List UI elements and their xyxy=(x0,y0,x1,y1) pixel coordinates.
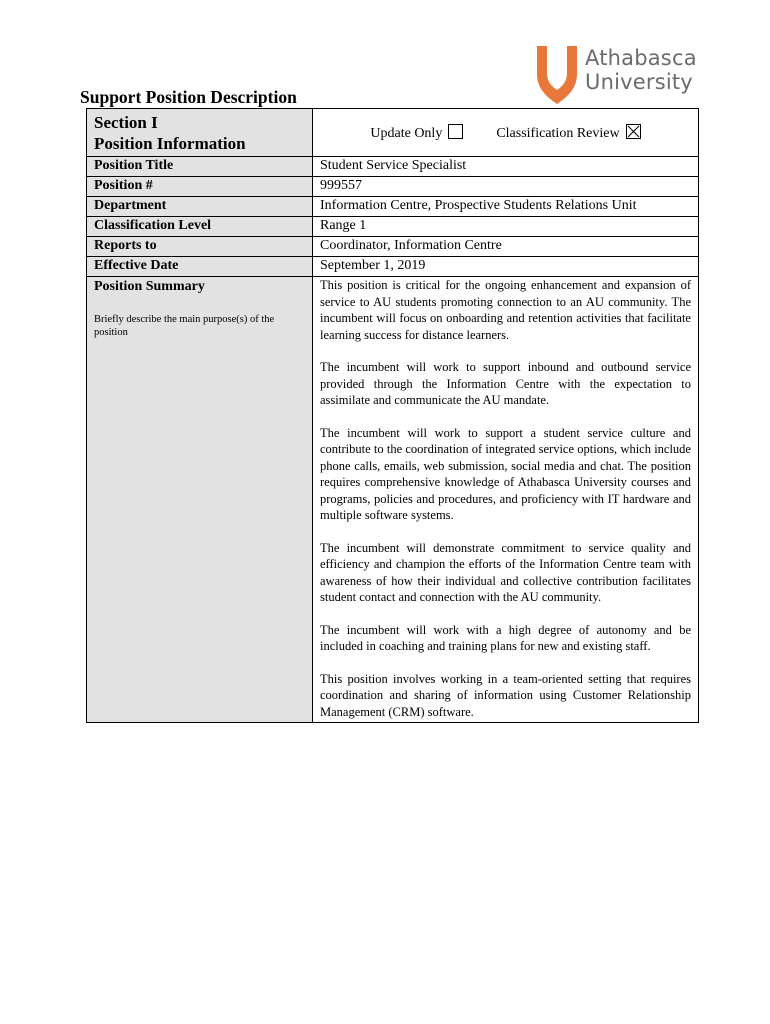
field-value: September 1, 2019 xyxy=(313,257,699,277)
logo-line-2: University xyxy=(585,70,693,94)
logo-wordmark xyxy=(585,46,697,94)
athabasca-university-logo xyxy=(535,44,705,108)
field-row-department xyxy=(87,197,699,217)
classification-review-checkbox[interactable] xyxy=(626,124,641,139)
review-type-options xyxy=(313,109,699,157)
checkbox-x-mark-icon xyxy=(627,125,640,138)
summary-paragraph: The incumbent will work with a high degree of autonomy and be included in coaching and training plans for new and existing staff. xyxy=(320,622,691,653)
field-value: 999557 xyxy=(313,177,699,197)
summary-paragraph: The incumbent will work to support a student service culture and contribute to the coordination of integrated service options, which include phone calls, emails, web submission, social media and chat. The position requires comprehensive knowledge of Athabasca University courses and programs, policies and procedures, and proficiency with IT hardware and multiple software systems. xyxy=(320,425,691,522)
update-only-checkbox[interactable] xyxy=(448,124,463,139)
field-row-effective-date xyxy=(87,257,699,277)
position-info-table xyxy=(86,108,699,723)
field-label: Position Title xyxy=(87,157,313,177)
field-value: Coordinator, Information Centre xyxy=(313,237,699,257)
document-title: Support Position Description xyxy=(80,87,297,107)
field-value: Information Centre, Prospective Students Relations Unit xyxy=(313,197,699,217)
update-only-label: Update Only xyxy=(370,125,443,141)
shield-logo-icon xyxy=(535,44,579,106)
field-label: Effective Date xyxy=(87,257,313,277)
section-header-row xyxy=(87,109,699,157)
field-label: Classification Level xyxy=(87,217,313,237)
position-summary-row xyxy=(87,277,699,723)
section-name: Position Information xyxy=(94,134,246,153)
summary-paragraph: The incumbent will work to support inbound and outbound service provided through the Information Centre with the expectation to assimilate and communicate the AU mandate. xyxy=(320,360,691,407)
field-row-classification-level xyxy=(87,217,699,237)
position-summary-label: Position Summary xyxy=(94,279,205,294)
field-row-position-title xyxy=(87,157,699,177)
field-label: Position # xyxy=(87,177,313,197)
summary-paragraph: The incumbent will demonstrate commitment to service quality and efficiency and champion the efforts of the Information Centre team with awareness of how their individual and collective contribution facilitates student contact and connection with the AU community. xyxy=(320,540,691,604)
summary-paragraph: This position is critical for the ongoing enhancement and expansion of service to AU students promoting connection to an AU community. The incumbent will focus on onboarding and retention activities that facilitate learning success for distance learners. xyxy=(320,278,691,342)
field-row-position-number xyxy=(87,177,699,197)
position-summary-hint: Briefly describe the main purpose(s) of the position xyxy=(94,314,275,338)
field-row-reports-to xyxy=(87,237,699,257)
field-label: Department xyxy=(87,197,313,217)
section-heading xyxy=(87,109,313,157)
summary-paragraph: This position involves working in a team-oriented setting that requires coordination and sharing of information using Customer Relationship Management (CRM) software. xyxy=(320,671,691,719)
field-value: Student Service Specialist xyxy=(313,157,699,177)
position-summary-text xyxy=(313,277,699,723)
field-value: Range 1 xyxy=(313,217,699,237)
position-summary-label-cell xyxy=(87,277,313,723)
field-label: Reports to xyxy=(87,237,313,257)
classification-review-label: Classification Review xyxy=(496,125,620,141)
logo-line-1: Athabasca xyxy=(585,46,697,70)
section-number: Section I xyxy=(94,113,158,132)
